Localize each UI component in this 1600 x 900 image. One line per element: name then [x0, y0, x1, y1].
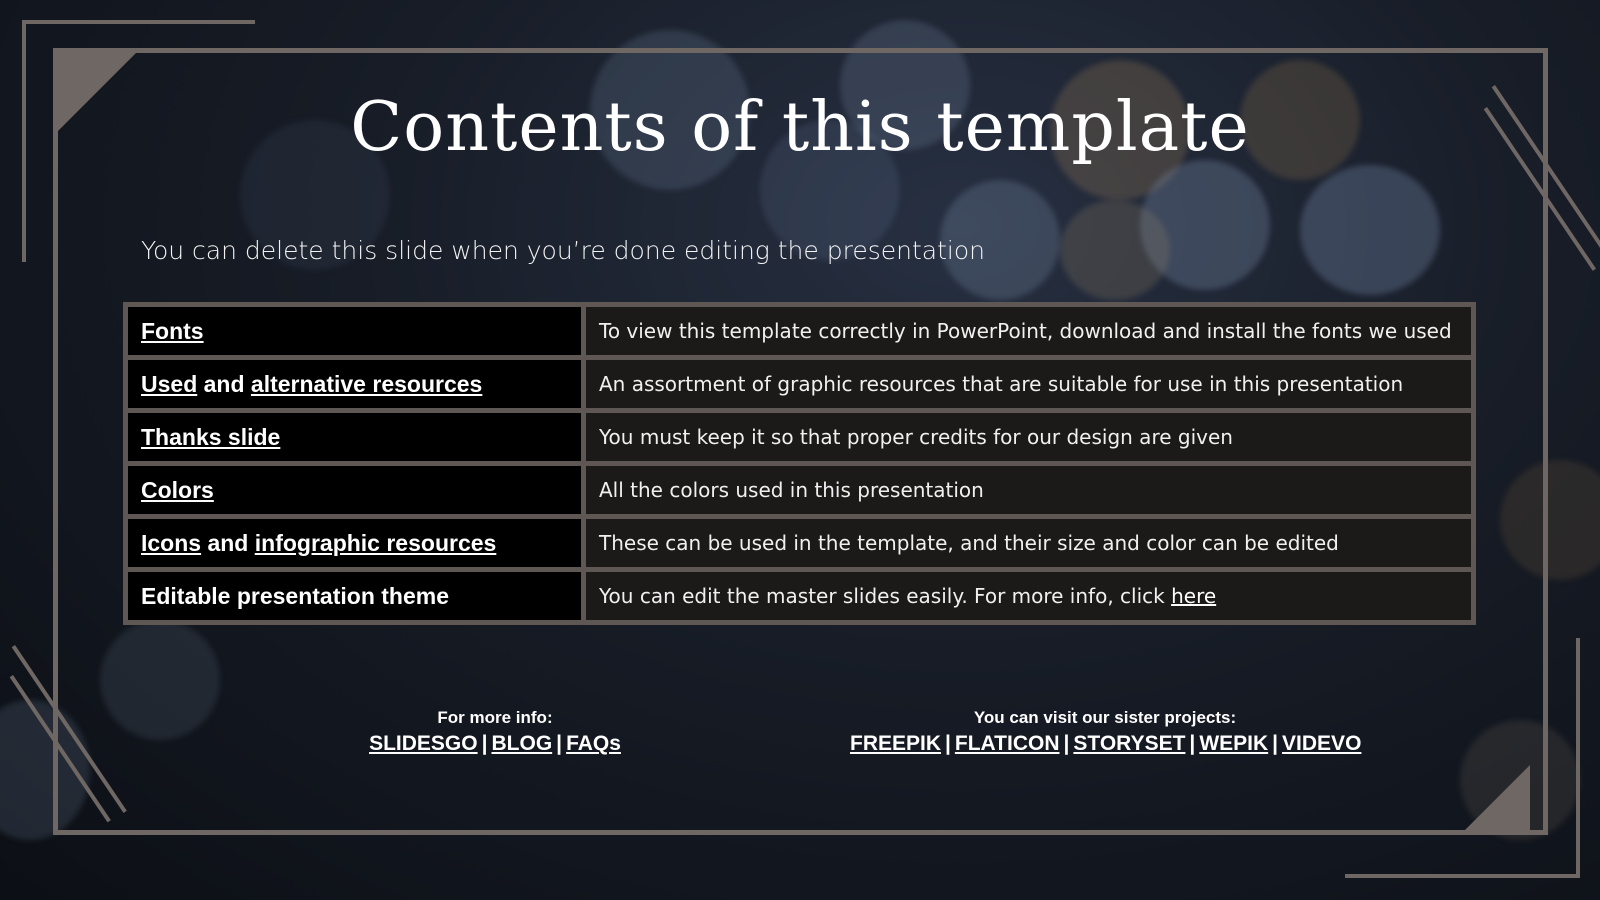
footer-sister-projects-links [850, 732, 1360, 756]
footer-sister-projects [850, 708, 1360, 756]
link-separator: | [1063, 732, 1070, 755]
freepik-link[interactable]: FREEPIK [850, 732, 942, 755]
videvo-link[interactable]: VIDEVO [1282, 732, 1362, 755]
slidesgo-link[interactable]: SLIDESGO [369, 732, 478, 755]
footer-more-info [345, 708, 645, 756]
link-separator: | [1189, 732, 1196, 755]
corner-triangle-bottom-right [1465, 765, 1530, 830]
wepik-link[interactable]: WEPIK [1199, 732, 1269, 755]
cell-text: You can edit the master slides easily. For more info, click [599, 584, 1172, 608]
used-link[interactable]: Used [141, 370, 198, 397]
cell-text: An assortment of graphic resources that are suitable for use in this presentation [599, 372, 1404, 396]
table-row [126, 517, 1474, 570]
slide-title: Contents of this template [350, 88, 1250, 167]
table-row [126, 411, 1474, 464]
table-row [126, 358, 1474, 411]
table-cell-description [584, 411, 1474, 464]
blog-link[interactable]: BLOG [491, 732, 553, 755]
storyset-link[interactable]: STORYSET [1073, 732, 1186, 755]
table-row [126, 305, 1474, 358]
table-cell-description [584, 464, 1474, 517]
slide-subtitle: You can delete this slide when you’re done editing the presentation [141, 236, 985, 265]
footer-sister-projects-heading: You can visit our sister projects: [973, 708, 1237, 727]
footer-more-info-heading: For more info: [437, 708, 553, 727]
table-cell-topic [126, 570, 584, 623]
link-separator: | [556, 732, 563, 755]
infographic-resources-link[interactable]: infographic resources [254, 529, 497, 556]
table-cell-topic [126, 517, 584, 570]
cell-text: and [197, 370, 251, 397]
table-row [126, 464, 1474, 517]
footer-more-info-links [345, 732, 645, 756]
alternative-resources-link[interactable]: alternative resources [250, 370, 483, 397]
icons-link[interactable]: Icons [141, 529, 202, 556]
cell-text: Editable presentation theme [141, 582, 450, 609]
table-cell-topic [126, 358, 584, 411]
link-separator: | [1272, 732, 1279, 755]
frame-accent-top-left-h [22, 20, 255, 24]
table-cell-topic [126, 305, 584, 358]
here-link[interactable]: here [1171, 584, 1217, 608]
thanks-slide-link[interactable]: Thanks slide [141, 423, 281, 450]
cell-text: You must keep it so that proper credits for our design are given [599, 425, 1233, 449]
table-row [126, 570, 1474, 623]
cell-text: To view this template correctly in PowerPoint, download and install the fonts we used [599, 319, 1452, 343]
link-separator: | [481, 732, 488, 755]
table-cell-topic [126, 411, 584, 464]
faqs-link[interactable]: FAQs [566, 732, 621, 755]
table-cell-description [584, 358, 1474, 411]
frame-accent-bottom-right-h [1345, 874, 1580, 878]
cell-text: These can be used in the template, and their size and color can be edited [599, 531, 1339, 555]
table-cell-description [584, 570, 1474, 623]
flaticon-link[interactable]: FLATICON [954, 732, 1060, 755]
fonts-link[interactable]: Fonts [141, 317, 204, 344]
link-separator: | [945, 732, 951, 755]
table-cell-topic [126, 464, 584, 517]
table-cell-description [584, 305, 1474, 358]
frame-accent-bottom-right-v [1576, 638, 1580, 878]
table-cell-description [584, 517, 1474, 570]
contents-table [123, 302, 1476, 625]
colors-link[interactable]: Colors [141, 476, 214, 503]
cell-text: and [201, 529, 255, 556]
cell-text: All the colors used in this presentation [599, 478, 984, 502]
